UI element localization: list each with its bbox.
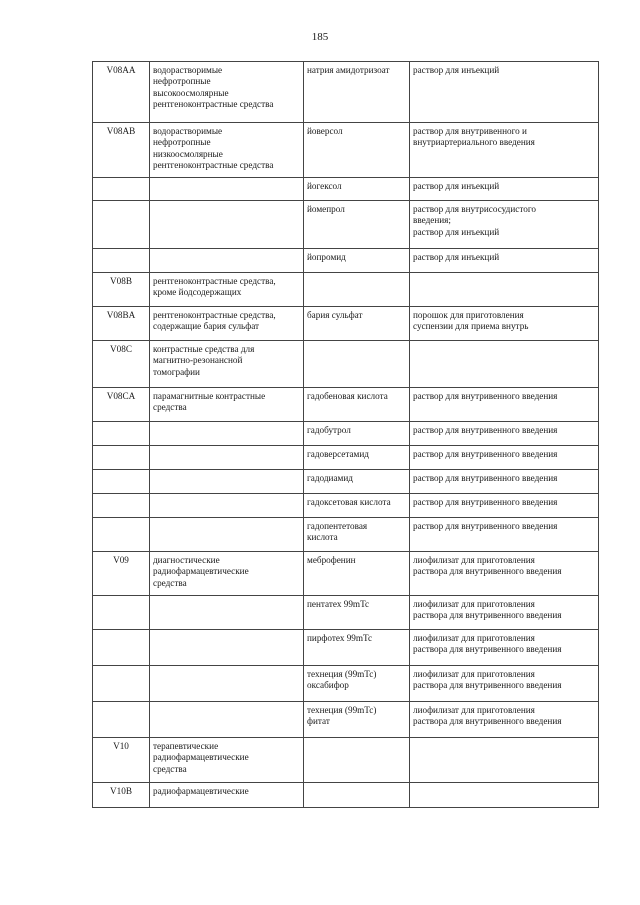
dosage-form-cell: раствор для инъекций bbox=[410, 62, 599, 123]
drug-name-cell: йогексол bbox=[304, 178, 410, 201]
table-row bbox=[93, 178, 599, 201]
atc-code-cell bbox=[93, 596, 150, 630]
atc-code-cell: V08AA bbox=[93, 62, 150, 123]
drug-name-cell: пентатех 99mTc bbox=[304, 596, 410, 630]
anatomical-group-cell: терапевтические радиофармацевтические средства bbox=[150, 738, 304, 783]
anatomical-group-cell: радиофармацевтические bbox=[150, 783, 304, 808]
anatomical-group-cell bbox=[150, 494, 304, 518]
anatomical-group-cell: парамагнитные контрастные средства bbox=[150, 388, 304, 422]
dosage-form-cell: лиофилизат для приготовления раствора для внутривенного введения bbox=[410, 630, 599, 666]
dosage-form-cell: лиофилизат для приготовления раствора для внутривенного введения bbox=[410, 666, 599, 702]
dosage-form-cell: раствор для внутривенного и внутриартериального введения bbox=[410, 123, 599, 178]
dosage-form-cell: раствор для внутрисосудистого введения; раствор для инъекций bbox=[410, 201, 599, 249]
drug-name-cell: технеция (99mTc) оксабифор bbox=[304, 666, 410, 702]
atc-code-cell bbox=[93, 201, 150, 249]
dosage-form-cell bbox=[410, 783, 599, 808]
anatomical-group-cell bbox=[150, 518, 304, 552]
atc-code-cell bbox=[93, 178, 150, 201]
atc-code-cell: V08B bbox=[93, 273, 150, 307]
table-row bbox=[93, 388, 599, 422]
anatomical-group-cell bbox=[150, 422, 304, 446]
drug-name-cell bbox=[304, 738, 410, 783]
dosage-form-cell: раствор для внутривенного введения bbox=[410, 446, 599, 470]
drug-name-cell: гадопентетовая кислота bbox=[304, 518, 410, 552]
table-row bbox=[93, 738, 599, 783]
atc-code-cell bbox=[93, 249, 150, 273]
table-row bbox=[93, 422, 599, 446]
dosage-form-cell bbox=[410, 341, 599, 388]
anatomical-group-cell bbox=[150, 630, 304, 666]
table-row bbox=[93, 494, 599, 518]
dosage-form-cell: раствор для внутривенного введения bbox=[410, 422, 599, 446]
anatomical-group-cell: рентгеноконтрастные средства, кроме йодсодержащих bbox=[150, 273, 304, 307]
anatomical-group-cell bbox=[150, 201, 304, 249]
dosage-form-cell: лиофилизат для приготовления раствора для внутривенного введения bbox=[410, 596, 599, 630]
dosage-form-cell: лиофилизат для приготовления раствора для внутривенного введения bbox=[410, 702, 599, 738]
table-row bbox=[93, 470, 599, 494]
dosage-form-cell: лиофилизат для приготовления раствора для внутривенного введения bbox=[410, 552, 599, 596]
atc-code-cell: V10B bbox=[93, 783, 150, 808]
anatomical-group-cell: водорастворимые нефротропные низкоосмолярные рентгеноконтрастные средства bbox=[150, 123, 304, 178]
drug-name-cell: гадоксетовая кислота bbox=[304, 494, 410, 518]
drug-name-cell: бария сульфат bbox=[304, 307, 410, 341]
atc-code-cell: V10 bbox=[93, 738, 150, 783]
drug-table bbox=[92, 61, 599, 808]
table-row bbox=[93, 341, 599, 388]
table-row bbox=[93, 201, 599, 249]
anatomical-group-cell bbox=[150, 249, 304, 273]
table-row bbox=[93, 596, 599, 630]
drug-name-cell: йоверсол bbox=[304, 123, 410, 178]
table-row bbox=[93, 783, 599, 808]
table-row bbox=[93, 123, 599, 178]
atc-code-cell bbox=[93, 666, 150, 702]
anatomical-group-cell bbox=[150, 702, 304, 738]
drug-name-cell: меброфенин bbox=[304, 552, 410, 596]
table-row bbox=[93, 702, 599, 738]
dosage-form-cell: раствор для внутривенного введения bbox=[410, 518, 599, 552]
table-row bbox=[93, 518, 599, 552]
drug-name-cell bbox=[304, 341, 410, 388]
anatomical-group-cell bbox=[150, 178, 304, 201]
dosage-form-cell: раствор для инъекций bbox=[410, 249, 599, 273]
drug-name-cell: пирфотех 99mTc bbox=[304, 630, 410, 666]
dosage-form-cell: раствор для инъекций bbox=[410, 178, 599, 201]
table-row bbox=[93, 307, 599, 341]
drug-name-cell: технеция (99mTc) фитат bbox=[304, 702, 410, 738]
table-row bbox=[93, 552, 599, 596]
anatomical-group-cell bbox=[150, 666, 304, 702]
drug-name-cell: гадобеновая кислота bbox=[304, 388, 410, 422]
table-row bbox=[93, 273, 599, 307]
drug-name-cell bbox=[304, 783, 410, 808]
drug-name-cell: натрия амидотризоат bbox=[304, 62, 410, 123]
dosage-form-cell: раствор для внутривенного введения bbox=[410, 470, 599, 494]
drug-name-cell: гадодиамид bbox=[304, 470, 410, 494]
table-row bbox=[93, 630, 599, 666]
drug-name-cell: гадобутрол bbox=[304, 422, 410, 446]
anatomical-group-cell bbox=[150, 596, 304, 630]
page-number: 185 bbox=[311, 31, 329, 43]
atc-code-cell: V08BA bbox=[93, 307, 150, 341]
table-body bbox=[93, 62, 599, 808]
atc-code-cell bbox=[93, 422, 150, 446]
dosage-form-cell: раствор для внутривенного введения bbox=[410, 494, 599, 518]
atc-code-cell bbox=[93, 470, 150, 494]
anatomical-group-cell bbox=[150, 470, 304, 494]
dosage-form-cell bbox=[410, 273, 599, 307]
drug-name-cell: йомепрол bbox=[304, 201, 410, 249]
atc-code-cell: V08C bbox=[93, 341, 150, 388]
atc-code-cell bbox=[93, 446, 150, 470]
atc-code-cell: V09 bbox=[93, 552, 150, 596]
drug-name-cell: гадоверсетамид bbox=[304, 446, 410, 470]
anatomical-group-cell: диагностические радиофармацевтические средства bbox=[150, 552, 304, 596]
table-row bbox=[93, 446, 599, 470]
atc-code-cell bbox=[93, 494, 150, 518]
dosage-form-cell bbox=[410, 738, 599, 783]
dosage-form-cell: порошок для приготовления суспензии для приема внутрь bbox=[410, 307, 599, 341]
table-row bbox=[93, 62, 599, 123]
dosage-form-cell: раствор для внутривенного введения bbox=[410, 388, 599, 422]
atc-code-cell bbox=[93, 630, 150, 666]
atc-code-cell bbox=[93, 702, 150, 738]
anatomical-group-cell: водорастворимые нефротропные высокоосмолярные рентгеноконтрастные средства bbox=[150, 62, 304, 123]
table-row bbox=[93, 666, 599, 702]
anatomical-group-cell: контрастные средства для магнитно-резонансной томографии bbox=[150, 341, 304, 388]
anatomical-group-cell bbox=[150, 446, 304, 470]
atc-code-cell bbox=[93, 518, 150, 552]
atc-code-cell: V08AB bbox=[93, 123, 150, 178]
drug-name-cell: йопромид bbox=[304, 249, 410, 273]
atc-code-cell: V08CA bbox=[93, 388, 150, 422]
drug-name-cell bbox=[304, 273, 410, 307]
table-row bbox=[93, 249, 599, 273]
anatomical-group-cell: рентгеноконтрастные средства, содержащие бария сульфат bbox=[150, 307, 304, 341]
